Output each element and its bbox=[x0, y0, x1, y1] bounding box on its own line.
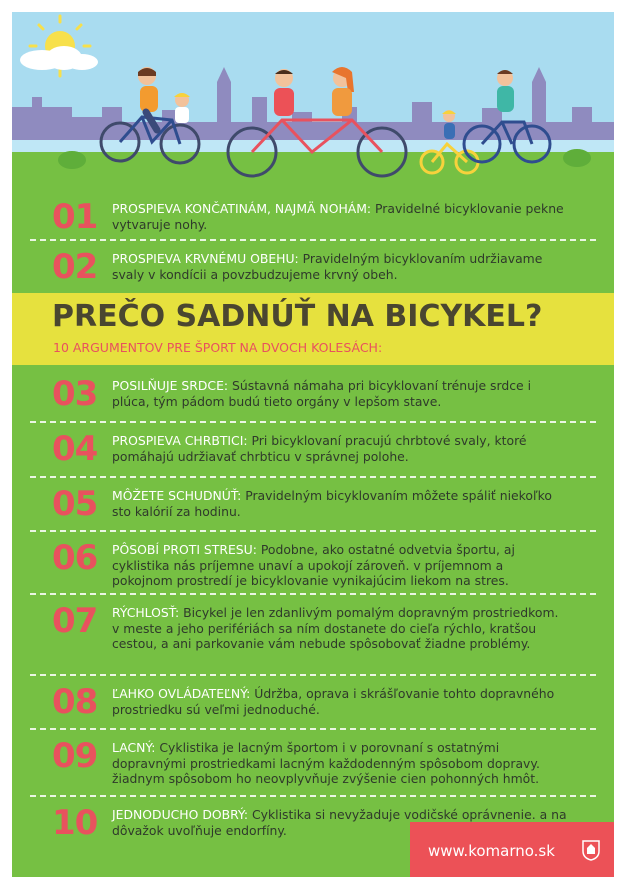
item-heading: LACNÝ: bbox=[112, 740, 156, 755]
cyclist-man-tandem bbox=[274, 69, 294, 116]
item-heading: PROSPIEVA KONČATINÁM, NAJMÄ NOHÁM: bbox=[112, 201, 372, 216]
item-text bbox=[112, 686, 567, 717]
item-heading: ĽAHKO OVLÁDATEĽNÝ: bbox=[112, 686, 251, 701]
item-number: 03 bbox=[52, 374, 98, 414]
item-heading: MÔŽETE SCHUDNÚŤ: bbox=[112, 488, 242, 503]
title-banner bbox=[12, 293, 614, 365]
item-body: Bicykel je len zdanlivým pomalým dopravným prostriedkom. v meste a jeho perifériách sa ním dostanete do cieľa rýchlo, kratšou cestou, a ani parkovanie vám nebude spôsobovať žiadne problémy. bbox=[112, 605, 559, 652]
item-number: 06 bbox=[52, 538, 98, 578]
arguments-panel bbox=[12, 187, 614, 877]
item-heading: PÔSOBÍ PROTI STRESU: bbox=[112, 542, 257, 557]
item-text bbox=[112, 488, 567, 519]
item-number: 05 bbox=[52, 484, 98, 524]
item-number: 07 bbox=[52, 601, 98, 641]
dashed-divider bbox=[30, 728, 596, 730]
cyclist-mother bbox=[497, 70, 514, 112]
dashed-divider bbox=[30, 239, 596, 241]
child-seat-passenger bbox=[174, 93, 190, 123]
family-cycling-illustration bbox=[12, 12, 614, 187]
item-heading: PROSPIEVA CHRBTICI: bbox=[112, 433, 248, 448]
page-title: PREČO SADNÚŤ NA BICYKEL? bbox=[52, 299, 543, 334]
page-subtitle: 10 ARGUMENTOV PRE ŠPORT NA DVOCH KOLESÁCH: bbox=[53, 340, 383, 355]
item-text bbox=[112, 433, 567, 464]
item-body: Pravidelné bicyklovanie pekne vytvaruje nohy. bbox=[112, 201, 564, 232]
item-number: 01 bbox=[52, 197, 98, 237]
website-link[interactable]: www.komarno.sk bbox=[428, 842, 555, 860]
dashed-divider bbox=[30, 593, 596, 595]
item-number: 04 bbox=[52, 429, 98, 469]
item-body: Cyklistika je lacným športom i v porovnaní s ostatnými dopravnými prostriedkami lacným každodenným spôsobom dopravy. žiadnym spôsobom ho neovplyvňuje zvýšenie cien pohonných hmôt. bbox=[112, 740, 540, 787]
item-heading: PROSPIEVA KRVNÉMU OBEHU: bbox=[112, 251, 299, 266]
item-number: 09 bbox=[52, 736, 98, 776]
cyclist-woman-tandem bbox=[332, 67, 354, 116]
item-number: 02 bbox=[52, 247, 98, 287]
item-body: Pravidelným bicyklovaním udržiavame svaly v kondícii a povzbudzujeme krvný obeh. bbox=[112, 251, 543, 282]
item-number: 08 bbox=[52, 682, 98, 722]
item-body: Pri bicyklovaní pracujú chrbtové svaly, ktoré pomáhajú udržiavať chrbticu v správnej polohe. bbox=[112, 433, 527, 464]
item-number: 10 bbox=[52, 803, 98, 843]
item-body: Sústavná námaha pri bicyklovaní trénuje srdce i plúca, tým pádom budú tieto orgány v lepšom stave. bbox=[112, 378, 532, 409]
item-text bbox=[112, 201, 567, 232]
item-text bbox=[112, 378, 567, 409]
dashed-divider bbox=[30, 530, 596, 532]
dashed-divider bbox=[30, 476, 596, 478]
city-crest-icon bbox=[582, 839, 600, 861]
item-text bbox=[112, 740, 567, 787]
item-body: Údržba, oprava i skrášľovanie tohto dopravného prostriedku sú veľmi jednoduché. bbox=[112, 686, 555, 717]
item-body: Podobne, ako ostatné odvetvia športu, aj cyklistika nás príjemne unaví a upokojí zároveň. v príjemnom a pokojnom prostredí je bicyklovanie vynikajúcim liekom na stres. bbox=[112, 542, 515, 589]
item-text bbox=[112, 251, 567, 282]
item-body: Pravidelným bicyklovaním môžete spáliť niekoľko sto kalórií za hodinu. bbox=[112, 488, 552, 519]
footer-bar bbox=[410, 822, 614, 877]
item-text bbox=[112, 542, 567, 589]
item-heading: JEDNODUCHO DOBRÝ: bbox=[112, 807, 249, 822]
item-text bbox=[112, 605, 567, 652]
dashed-divider bbox=[30, 795, 596, 797]
item-heading: POSILŇUJE SRDCE: bbox=[112, 378, 229, 393]
item-body: Cyklistika si nevyžaduje vodičské oprávnenie. a na dôvažok uvoľňuje endorfíny. bbox=[112, 807, 567, 838]
dashed-divider bbox=[30, 421, 596, 423]
dashed-divider bbox=[30, 674, 596, 676]
item-heading: RÝCHLOSŤ: bbox=[112, 605, 180, 620]
hero-illustration bbox=[12, 12, 614, 187]
